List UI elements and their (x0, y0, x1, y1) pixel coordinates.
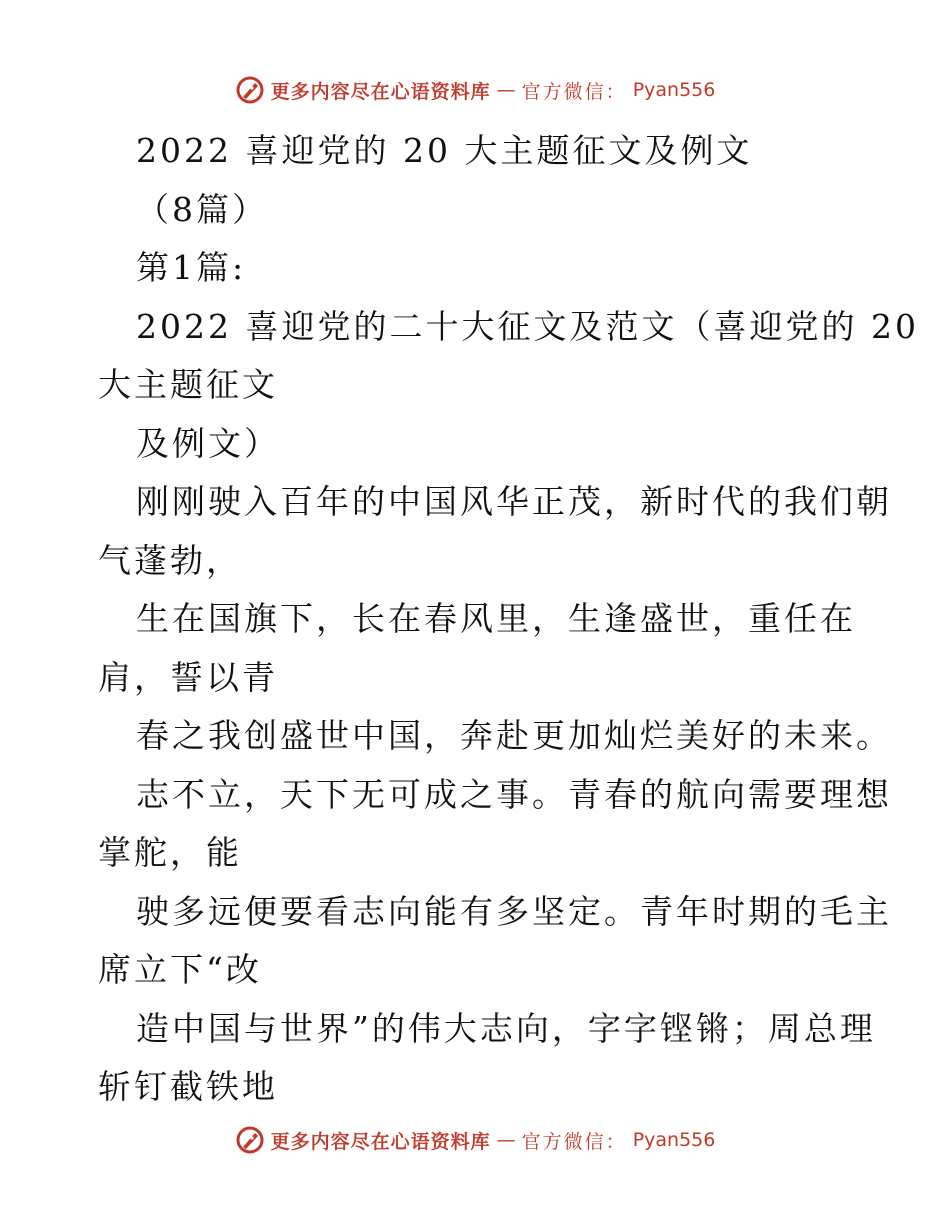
pen-nib-logo-icon (235, 75, 265, 105)
text-line: 气蓬勃， (98, 540, 242, 580)
text-line: 掌舵，能 (98, 833, 242, 872)
text-line: 席立下“改 (98, 950, 262, 989)
banner-separator: — (496, 1129, 516, 1151)
text-line: 春之我创盛世中国，奔赴更加灿烂美好的未来。 (136, 716, 892, 755)
text-line: 2022 喜迎党的 20 大主题征文及例文 (136, 131, 753, 170)
document-body (98, 122, 919, 1117)
pen-nib-logo-icon (235, 1125, 265, 1155)
banner-wechat-label: 官方微信： (521, 80, 627, 103)
text-line: 生在国旗下，长在春风里，生逢盛世，重任在 (136, 599, 856, 638)
header-banner (0, 70, 950, 110)
banner-site-text: 更多内容尽在心语资料库 (270, 80, 491, 103)
text-line: 大主题征文 (98, 365, 278, 404)
banner-wechat-id: Pyan556 (632, 79, 716, 101)
text-line: 刚刚驶入百年的中国风华正茂，新时代的我们朝 (136, 482, 892, 521)
text-line: 及例文） (136, 423, 280, 463)
text-line: 驶多远便要看志向能有多坚定。青年时期的毛主 (136, 891, 892, 931)
text-line: 2022 喜迎党的二十大征文及范文（喜迎党的 20 (136, 306, 919, 346)
banner-wechat-label: 官方微信： (521, 1130, 627, 1153)
text-line: 肩，誓以青 (98, 657, 278, 697)
text-line: 斩钉截铁地 (98, 1067, 278, 1106)
text-line: （8篇） (136, 189, 268, 229)
banner-site-text: 更多内容尽在心语资料库 (270, 1130, 491, 1153)
banner-wechat-id: Pyan556 (632, 1129, 716, 1151)
text-line: 造中国与世界”的伟大志向，字字铿锵；周总理 (136, 1008, 876, 1048)
text-line: 第1篇: (136, 248, 247, 287)
footer-banner (0, 1120, 950, 1160)
banner-separator: — (496, 79, 516, 101)
text-line: 志不立，天下无可成之事。青春的航向需要理想 (136, 774, 892, 814)
